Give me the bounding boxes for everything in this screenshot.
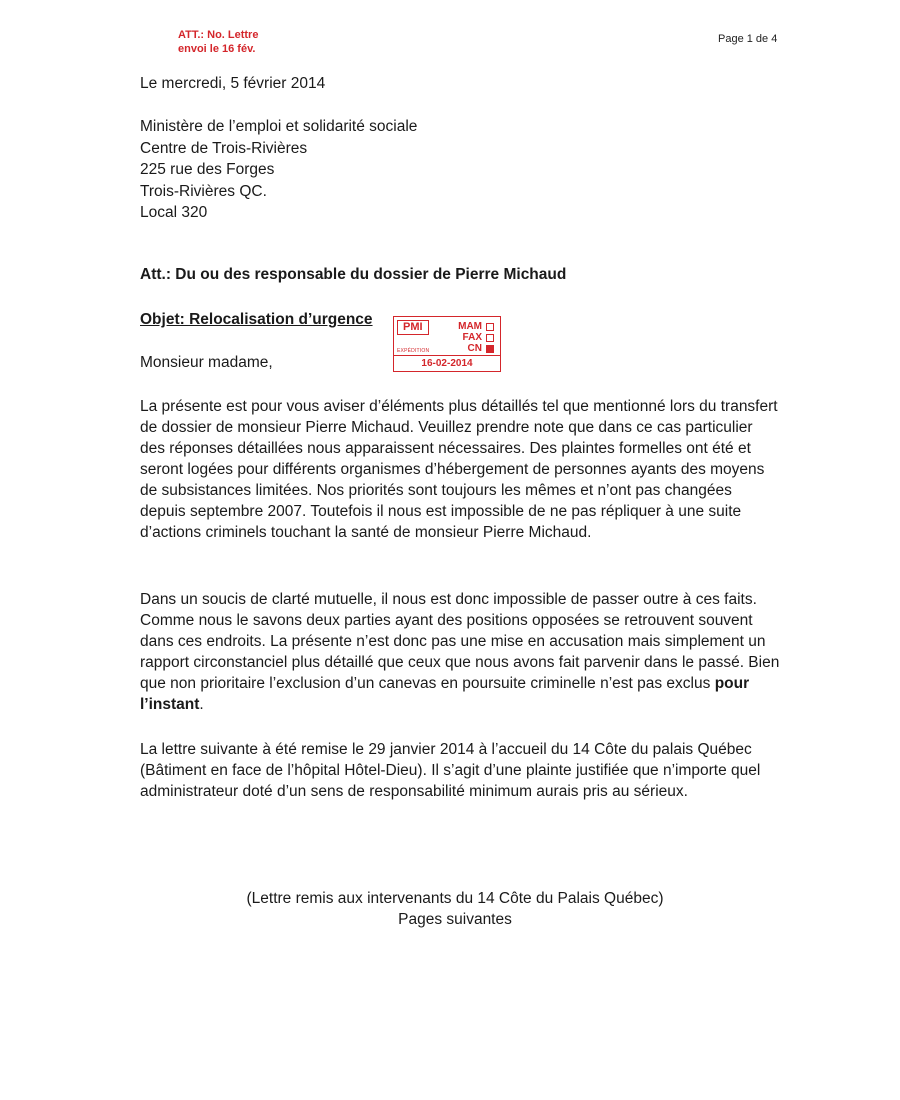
paragraph-2-emphasis: pour l’instant [140,675,750,713]
stamp-option-mam [458,321,494,332]
paragraph-3 [140,739,780,802]
stamp-option-label: FAX [462,332,482,343]
address-line: 225 rue des Forges [140,161,275,178]
page-number: Page 1 de 4 [718,33,778,45]
stamp-note-line2: envoi le 16 fév. [178,43,256,55]
handwritten-stamp-note [178,28,258,56]
attention-line: Att.: Du ou des responsable du dossier de Pierre Michaud [140,266,567,283]
reception-stamp [393,316,501,372]
paragraph-2 [140,589,780,715]
stamp-option-label: MAM [458,321,482,332]
checkbox-filled-icon [486,345,494,353]
checkbox-empty-icon [486,334,494,342]
stamp-label: PMI [397,320,429,335]
closing-line-2: Pages suivantes [398,911,512,928]
recipient-address [140,116,417,224]
paragraph-1 [140,396,780,543]
paragraph-2-main: Dans un soucis de clarté mutuelle, il nous est donc impossible de passer outre à ces faits. Comme nous le savons deux parties ayant des positions opposées se retrouvent souvent dans ces endroits. La présente n’est donc pas une mise en accusation mais simplement un rapport circonstanciel plus détaillé que ceux que nous avons fait parvenir dans le passé. Bien que non prioritaire l’exclusion d’un canevas en poursuite criminelle n’est pas exclus [140,591,780,692]
stamp-date: 16-02-2014 [394,355,500,371]
address-line: Centre de Trois-Rivières [140,139,308,157]
address-line: Local 320 [140,204,208,221]
paragraph-text [140,589,780,715]
address-line: Trois-Rivières QC. [140,182,267,200]
paragraph-text: La lettre suivante à été remise le 29 janvier 2014 à l’accueil du 14 Côte du palais Québec (Bâtiment en face de l’hôpital Hôtel-Dieu). Il s’agit d’une plainte justifiée que n’importe quel administrateur doté d’un sens de responsabilité minimum aurais pris au sérieux. [140,741,761,800]
closing-note [140,888,770,930]
stamp-expedition-label: EXPÉDITION [397,348,430,354]
stamp-option-label: CN [467,343,482,354]
address-line: Ministère de l’emploi et solidarité sociale [140,118,418,135]
stamp-option-fax [463,332,494,343]
stamp-note-line1: ATT.: No. Lettre [178,29,259,41]
closing-line-1: (Lettre remis aux intervenants du 14 Côte du Palais Québec) [246,890,664,907]
checkbox-empty-icon [486,323,494,331]
paragraph-text: La présente est pour vous aviser d’éléments plus détaillés tel que mentionné lors du transfert de dossier de monsieur Pierre Michaud. Veuillez prendre note que dans ce cas particulier des réponses détaillées nous apparaissent nécessaires. Des plaintes formelles ont été et seront logées pour différents organismes d’hébergement de personnes ayants des moyens de subsistances limitées. Nos priorités sont toujours les mêmes et n’ont pas changées depuis septembre 2007. Toutefois il nous est impossible de ne pas répliquer à une suite d’actions criminels touchant la santé de monsieur Pierre Michaud. [140,398,778,541]
letter-date: Le mercredi, 5 février 2014 [140,75,326,92]
paragraph-2-end: . [199,696,204,713]
stamp-option-cn [468,343,494,354]
salutation: Monsieur madame, [140,354,273,371]
subject-line: Objet: Relocalisation d’urgence [140,311,373,328]
